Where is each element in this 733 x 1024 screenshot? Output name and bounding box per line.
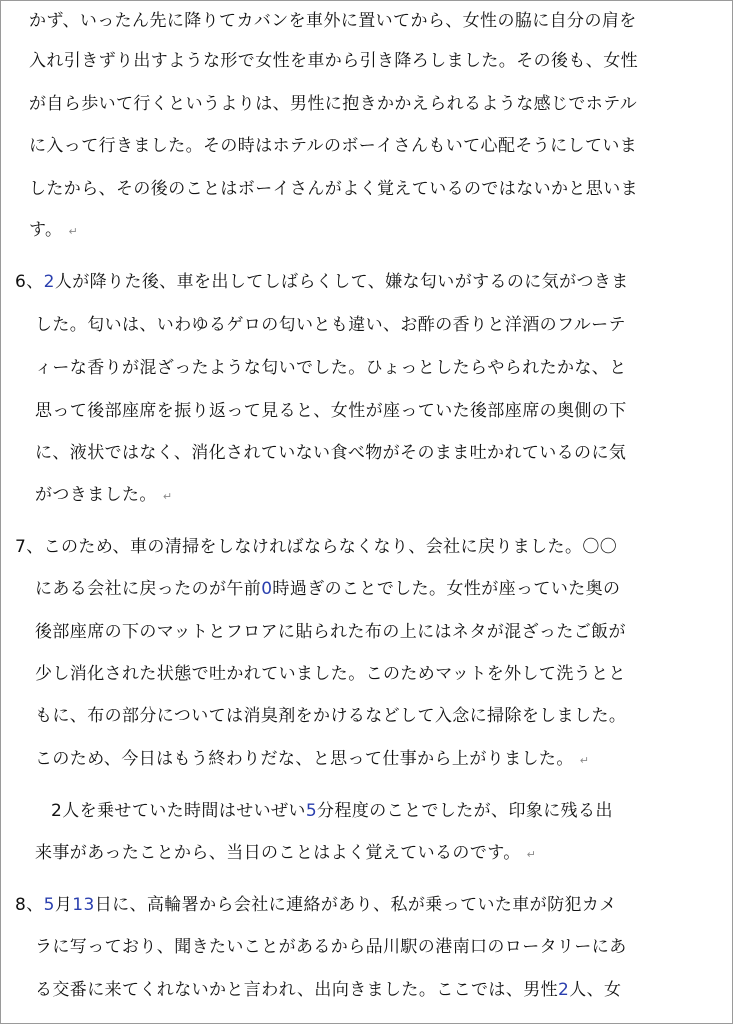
text-line: が自ら歩いて行くというよりは、男性に抱きかかえられるような感じでホテル (29, 94, 638, 114)
text-line: した。匂いは、いわゆるゲロの匂いとも違い、お酢の香りと洋酒のフルーテ (35, 315, 626, 335)
text-line: もに、布の部分については消臭剤をかけるなどして入念に掃除をしました。 (35, 706, 627, 726)
text-line (35, 842, 536, 866)
paragraph-mark-icon: ↵ (579, 754, 590, 767)
number-value: 13 (72, 895, 95, 915)
line-text: 2人を乗せていた時間はせいぜい (51, 801, 306, 821)
text-line (15, 271, 629, 293)
text-line (15, 536, 617, 558)
number-value: 5 (305, 801, 318, 821)
line-text: がつきました。 (35, 485, 157, 505)
item-number: 7、 (15, 537, 44, 557)
text-line: 入れ引きずり出すような形で女性を車から引き降ろしました。その後も、女性 (29, 51, 638, 71)
text-line (35, 748, 589, 772)
text-line (35, 578, 620, 600)
line-text: る交番に来てくれないかと言われ、出向きました。ここでは、男性 (35, 980, 559, 1000)
text-line (51, 800, 613, 822)
line-text: 来事があったことから、当日のことはよく覚えているのです。 (35, 843, 521, 863)
line-text: 人が降りた後、車を出してしばらくして、嫌な匂いがするのに気がつきま (54, 272, 629, 292)
line-text: 分程度のことでしたが、印象に残る出 (317, 801, 613, 821)
line-text: このため、車の清掃をしなければならなくなり、会社に戻りました。〇〇 (43, 537, 618, 557)
text-line: かず、いったん先に降りてカバンを車外に置いてから、女性の脇に自分の肩を (29, 11, 637, 31)
text-line (35, 484, 172, 508)
text-line (35, 979, 621, 1001)
line-text: 人、女 (569, 980, 622, 1000)
line-text: す。 (29, 220, 63, 240)
text-line: 少し消化された状態で吐かれていました。このためマットを外して洗うとと (35, 664, 626, 684)
line-text: 日に、高輪署から会社に連絡があり、私が乗っていた車が防犯カメ (94, 895, 617, 915)
line-text: このため、今日はもう終わりだな、と思って仕事から上がりました。 (35, 749, 574, 769)
line-text: 月 (54, 895, 73, 915)
paragraph-mark-icon: ↵ (162, 490, 173, 503)
number-value: 2 (558, 980, 570, 1000)
text-line: に入って行きました。その時はホテルのボーイさんもいて心配そうにしていま (29, 136, 638, 156)
text-line: ィーな香りが混ざったような匂いでした。ひょっとしたらやられたかな、と (35, 358, 627, 378)
text-line: に、液状ではなく、消化されていない食べ物がそのまま吐かれているのに気 (35, 443, 627, 463)
paragraph-mark-icon: ↵ (68, 225, 79, 238)
item-number: 6、 (15, 272, 44, 292)
number-value: 5 (43, 895, 55, 915)
text-line (15, 894, 617, 916)
text-line: 後部座席の下のマットとフロアに貼られた布の上にはネタが混ざったご飯が (35, 622, 626, 642)
number-value: 2 (43, 272, 55, 292)
line-text: にある会社に戻ったのが午前 (35, 579, 262, 599)
text-line: ラに写っており、聞きたいことがあるから品川駅の港南口のロータリーにあ (35, 937, 627, 957)
text-line (29, 219, 78, 243)
number-value: 0 (261, 579, 273, 599)
line-text: 時過ぎのことでした。女性が座っていた奥の (272, 579, 621, 599)
paragraph-mark-icon: ↵ (526, 848, 537, 861)
text-line: したから、その後のことはボーイさんがよく覚えているのではないかと思いま (29, 179, 638, 199)
item-number: 8、 (15, 895, 44, 915)
text-line: 思って後部座席を振り返って見ると、女性が座っていた後部座席の奥側の下 (35, 401, 627, 421)
